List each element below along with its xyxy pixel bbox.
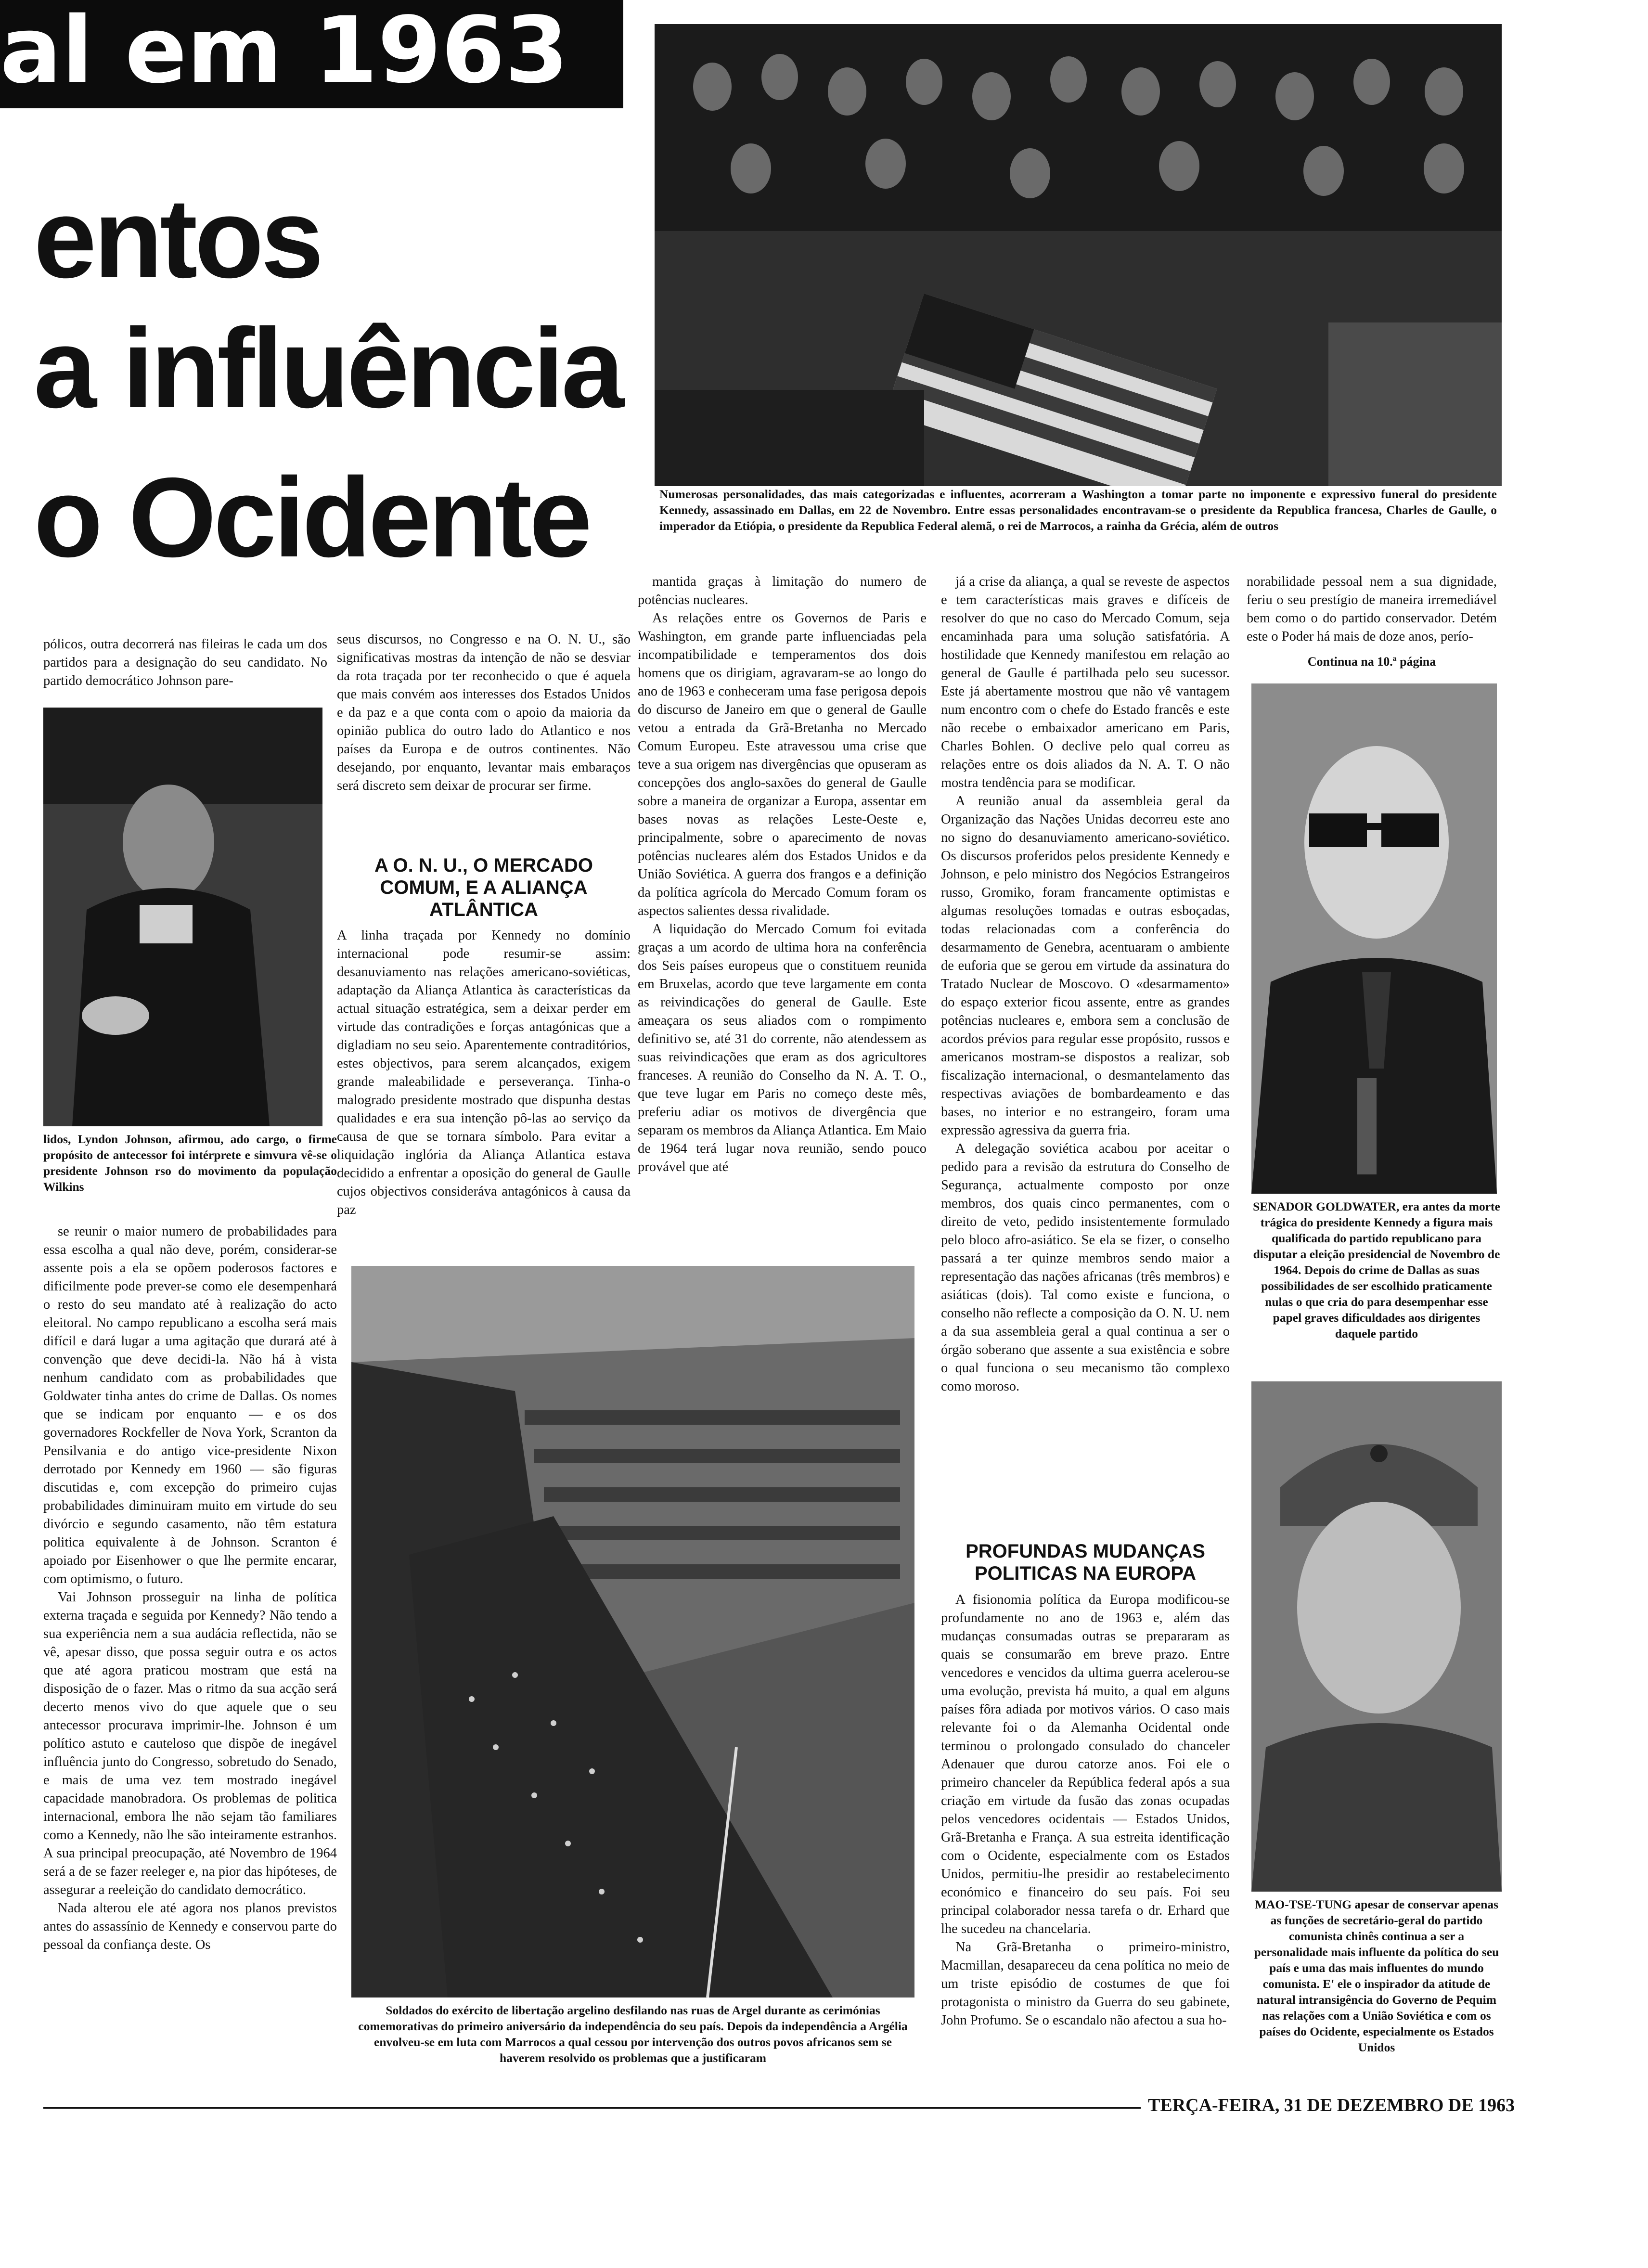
mao-photo xyxy=(1251,1381,1502,1892)
continuation-note: Continua na 10.ª página xyxy=(1307,655,1436,669)
algerian-parade-photo xyxy=(351,1266,914,1997)
column-4-bottom xyxy=(941,1591,1230,2091)
column-1-top: pólicos, outra decorrerá nas fileiras le cada um dos partidos para a designação do seu candidato. No partido democrático Johnson pare- xyxy=(43,637,327,688)
headline-line-3: o Ocidente xyxy=(34,457,590,578)
kennedy-funeral-photo xyxy=(655,24,1502,486)
banner-text: al em 1963 xyxy=(0,5,569,96)
column-4-paragraph: já a crise da aliança, a qual se reveste de aspectos e tem características mais graves e difíceis de resolver do que no caso do Mercado Comum, seja encaminhada para uma solução satisfatória. A hostilidade que Kennedy manifestou em relação ao general de Gaulle é partilhada pelo seu sucessor. Este já abertamente mostrou que não vê vantagem num encontro com o chefe do Estado francês e este não recebe o embaixador americano em Paris, Charles Bohlen. O declive pelo qual correu as relações entre os dois aliados da N. A. T. O não mostra tendência para se modificar. xyxy=(941,574,1230,790)
subhead-europa: PROFUNDAS MUDANÇAS POLITICAS NA EUROPA xyxy=(966,1541,1205,1584)
column-3-paragraph: mantida graças à limitação do numero de potências nucleares. xyxy=(638,574,927,607)
column-2-body: A linha traçada por Kennedy no domínio internacional pode resumir-se assim: desanuviamento nas relações americano-soviéticas, adaptação da Aliança Atlantica às características da actual situação estratégica, sem a deixar perder em virtude das contradições e forças antagónicas que a digladiam no seu seio. Aparentemente contraditórios, estes objectivos, para serem alcançados, exigem grande maleabilidade e perseverança. Tinha-o malogrado presidente mostrado que dispunha destas qualidades e era sua intenção pô-las ao serviço da causa de que se tornara símbolo. Para evitar a liquidação inglória da Aliança Atlantica estava decidido a enfrentar a oposição do general de Gaulle cujos objectivos consideráva antagónicos à causa da paz xyxy=(337,928,631,1217)
caption-johnson: lidos, Lyndon Johnson, afirmou, ado cargo, o firme propósito de antecessor foi intérprete e simvura vê-se o presidente Johnson rso do movimento da população Wilkins xyxy=(43,1132,337,1194)
caption-mao: MAO-TSE-TUNG apesar de conservar apenas as funções de secretário-geral do partido comunista chinês continua a ser a personalidade mais influente da política do seu país e uma das mais influentes do mundo comunista. E' ele o inspirador da atitude de natural intransigência do Governo de Pequim nas relações com a União Soviética e com os países do Ocidente, especialmente os Estados Unidos xyxy=(1254,1897,1499,2054)
column-3-paragraph: A liquidação do Mercado Comum foi evitada graças a um acordo de ultima hora na conferência dos Seis países europeus que o constituem reunida em Bruxelas, acordo que teve largamente em conta as reivindicações do general de Gaulle. Este ameaçara os seus aliados com o rompimento definitivo se, até 31 do corrente, não atendessem as suas reivindicações que eram as dos agricultores franceses. A reunião do Conselho da N. A. T. O., que teve lugar em Paris no começo deste mês, preferiu adiar os motivos de divergência que separam os membros da Aliança Atlantica. Em Maio de 1964 terá lugar nova reunião, sendo pouco provável que até xyxy=(638,922,927,1174)
caption-goldwater: SENADOR GOLDWATER, era antes da morte trágica do presidente Kennedy a figura mais qualificada do partido republicano para disputar a eleição presidencial de Novembro de 1964. Depois do crime de Dallas as suas possibilidades de ser escolhido praticamente nulas o que cria do para desempenhar esse papel graves dificuldades aos dirigentes daquele partido xyxy=(1253,1199,1500,1340)
column-4-paragraph: A delegação soviética acabou por aceitar o pedido para a revisão da estrutura do Conselho de Segurança, actualmente composto por onze membros, dos quais cinco permanentes, com o direito de veto, pedido insistentemente formulado pelo bloco afro-asiático. Se ela se fizer, o conselho passará a ter quinze membros sendo maior a representação das nações africanas (três membros) e asiáticas (dois). Tal como existe e funciona, o conselho não reflecte a composição da O. N. U. nem a da sua assembleia geral a qual continua a ser o órgão soberano que assente a sua existência e sobre o qual funciona o seu mecanismo tão complexo como moroso. xyxy=(941,1141,1230,1394)
goldwater-photo xyxy=(1251,683,1497,1194)
column-1-paragraph: se reunir o maior numero de probabilidades para essa escolha a qual não deve, porém, considerar-se assente pois a ela se opõem poderosos factores e dificilmente pode prever-se como ele desempenhará o resto do seu mandato até à realização do acto eleitoral. No campo republicano a escolha será mais difícil e dará lugar a uma agitação que durará até à convenção que deve decidi-la. Não há à vista nenhum candidato com as probabilidades que Goldwater tinha antes do crime de Dallas. Os nomes que se indicam por enquanto — e os dos governadores Rockfeller de Nova York, Scranton da Pensilvania e do antigo vice-presidente Nixon derrotado por Kennedy em 1960 — são figuras discutidas e, com excepção do primeiro cujas probabilidades diminuiram muito em virtude do seu divórcio e segundo casamento, não têm estatura politica equivalente à de Johnson. Scranton é apoiado por Eisenhower o que lhe permite encarar, com optimismo, o futuro. xyxy=(43,1224,337,1586)
headline-line-2: a influência xyxy=(34,308,621,428)
footer-rule xyxy=(43,2107,1141,2109)
caption-argel: Soldados do exército de libertação argelino desfilando nas ruas de Argel durante as cerimónias comemorativas do primeiro aniversário da independência do seu país. Depois da independência a Argélia envolveu-se em luta com Marrocos a qual cessou por intervenção dos outros povos africanos sem se haverem resolvido os problemas que a justificaram xyxy=(358,2003,908,2065)
column-5-top: norabilidade pessoal nem a sua dignidade, feriu o seu prestígio de maneira irremediável bem como o do partido conservador. Detém este o Poder há mais de doze anos, perío- xyxy=(1247,574,1497,644)
column-4-paragraph: A reunião anual da assembleia geral da Organização das Nações Unidas decorreu este ano no signo do desanuviamento americano-soviético. Os discursos proferidos pelos presidente Kennedy e Johnson, e pelo ministro dos Negócios Estrangeiros russo, Gromiko, foram francamente optimistas e algumas resoluções tomadas e outras esboçadas, todas relacionadas com a conferência do desarmamento de Genebra, acentuaram o ambiente de euforia que se gerou em virtude da assinatura do Tratado Nuclear de Moscovo. O «desarmamento» do espaço exterior ficou assente, entre as grandes potências nucleares e, embora sem a conclusão de acordos prévios para regular esse propósito, russos e americanos mostram-se dispostos a realizar, sob fiscalização internacional, o desmantelamento das respectivas aviações de bombardeamento e das bases, no interior e no estrangeiro, foram uma expressão agressiva da guerra fria. xyxy=(941,794,1230,1138)
column-4-paragraph: Na Grã-Bretanha o primeiro-ministro, Macmillan, desapareceu da cena política no meio de um triste episódio de costumes de que foi protagonista o ministro da Guerra do seu gabinete, John Profumo. Se o escandalo não afectou a sua ho- xyxy=(941,1940,1230,2028)
column-3-paragraph: As relações entre os Governos de Paris e Washington, em grande parte influenciadas pela incompatibilidade e temperamentos dos dois homens que os dirigiam, agravaram-se ao longo do ano de 1963 e conheceram uma fase perigosa depois do discurso de Janeiro em que o general de Gaulle vetou a entrada da Grã-Bretanha no Mercado Comum Europeu. Este atravessou uma crise que teve a sua origem nas divergências que opuseram as concepções dos anglo-saxões do general de Gaulle sobre a maneira de organizar a Europa, assentar em bases novas as relações Leste-Oeste e, principalmente, sobre o aparecimento de novas potências nucleares além dos Estados Unidos e da União Soviética. A guerra dos frangos e a definição da política agrícola do Mercado Comum foram os aspectos salientes dessa rivalidade. xyxy=(638,611,927,918)
johnson-photo xyxy=(43,708,322,1126)
section-banner xyxy=(0,0,623,108)
footer-dateline: TERÇA-FEIRA, 31 DE DEZEMBRO DE 1963 xyxy=(1148,2095,1515,2115)
column-1-paragraph: Vai Johnson prosseguir na linha de política externa traçada e seguida por Kennedy? Não tendo a sua experiência nem a sua audácia reflectida, não se vê, apesar disso, que possa seguir outra e os actos que até agora praticou mostram que está na disposição de o fazer. Mas o ritmo da sua acção será decerto menos vivo do que aquele que o seu antecessor procurava imprimir-lhe. Johnson é um político astuto e cauteloso que dispõe de inegável influência junto do Congresso, sobretudo do Senado, e mais de uma vez tem mostrado inegável capacidade manobradora. Os problemas de politica internacional, embora lhe não sejam tão familiares como a Kennedy, não lhe são inteiramente estranhos. A sua principal preocupação, até Novembro de 1964 será a de se fazer reeleger e, na pior das hipóteses, de assegurar a reeleição do candidato democrático. xyxy=(43,1590,337,1897)
column-4-body xyxy=(941,573,1230,1535)
column-3-body xyxy=(638,573,927,1266)
subhead-onu: A O. N. U., O MERCADO COMUM, E A ALIANÇA ATLÂNTICA xyxy=(374,855,593,920)
caption-funeral: Numerosas personalidades, das mais categorizadas e influentes, acorreram a Washington a tomar parte no imponente e expressivo funeral do presidente Kennedy, assassinado em Dallas, em 22 de Novembro. Entre essas personalidades encontravam-se o presidente da Republica francesa, Charles de Gaulle, o imperador da Etiópia, o presidente da Republica Federal alemã, o rei de Marrocos, a rainha da Grécia, além de outros xyxy=(659,487,1497,533)
column-1-paragraph: Nada alterou ele até agora nos planos previstos antes do assassínio de Kennedy e conservou parte do pessoal da confiança deste. Os xyxy=(43,1901,337,1952)
column-1-body xyxy=(43,1223,337,2113)
headline-line-1: entos xyxy=(34,178,321,298)
column-2-top: seus discursos, no Congresso e na O. N. U., são significativas mostras da intenção de não se desviar da rota traçada por ter reconhecido o que é aquela que mais convém aos interesses dos Estados Unidos e da paz e a que conta com o apoio da maioria da opinião publica do outro lado do Atlantico e nos países da Europa e de outros continentes. Não desejando, por enquanto, levantar mais embaraços será discreto sem deixar de procurar ser firme. xyxy=(337,632,631,793)
column-4-paragraph: A fisionomia política da Europa modificou-se profundamente no ano de 1963 e, além das mudanças consumadas outras se prepararam as quais se consumarão em breve prazo. Entre vencedores e vencidos da ultima guerra acelerou-se uma evolução, prevista há muito, a qual em alguns países fôra adiada por motivos vários. O caso mais relevante foi o da Alemanha Ocidental onde terminou o prolongado consulado do chanceler Adenauer que durou catorze anos. Foi ele o primeiro chanceler da República federal após a sua criação em virtude da fusão das zonas ocupadas pelos vencedores ocidentais — Estados Unidos, Grã-Bretanha e França. A sua estreita identificação com o Ocidente, especialmente com os Estados Unidos, permitiu-lhe presidir ao restabelecimento económico e financeiro do seu país. Foi seu principal colaborador nessa tarefa o dr. Erhard que lhe sucedeu na chancelaria. xyxy=(941,1592,1230,1936)
